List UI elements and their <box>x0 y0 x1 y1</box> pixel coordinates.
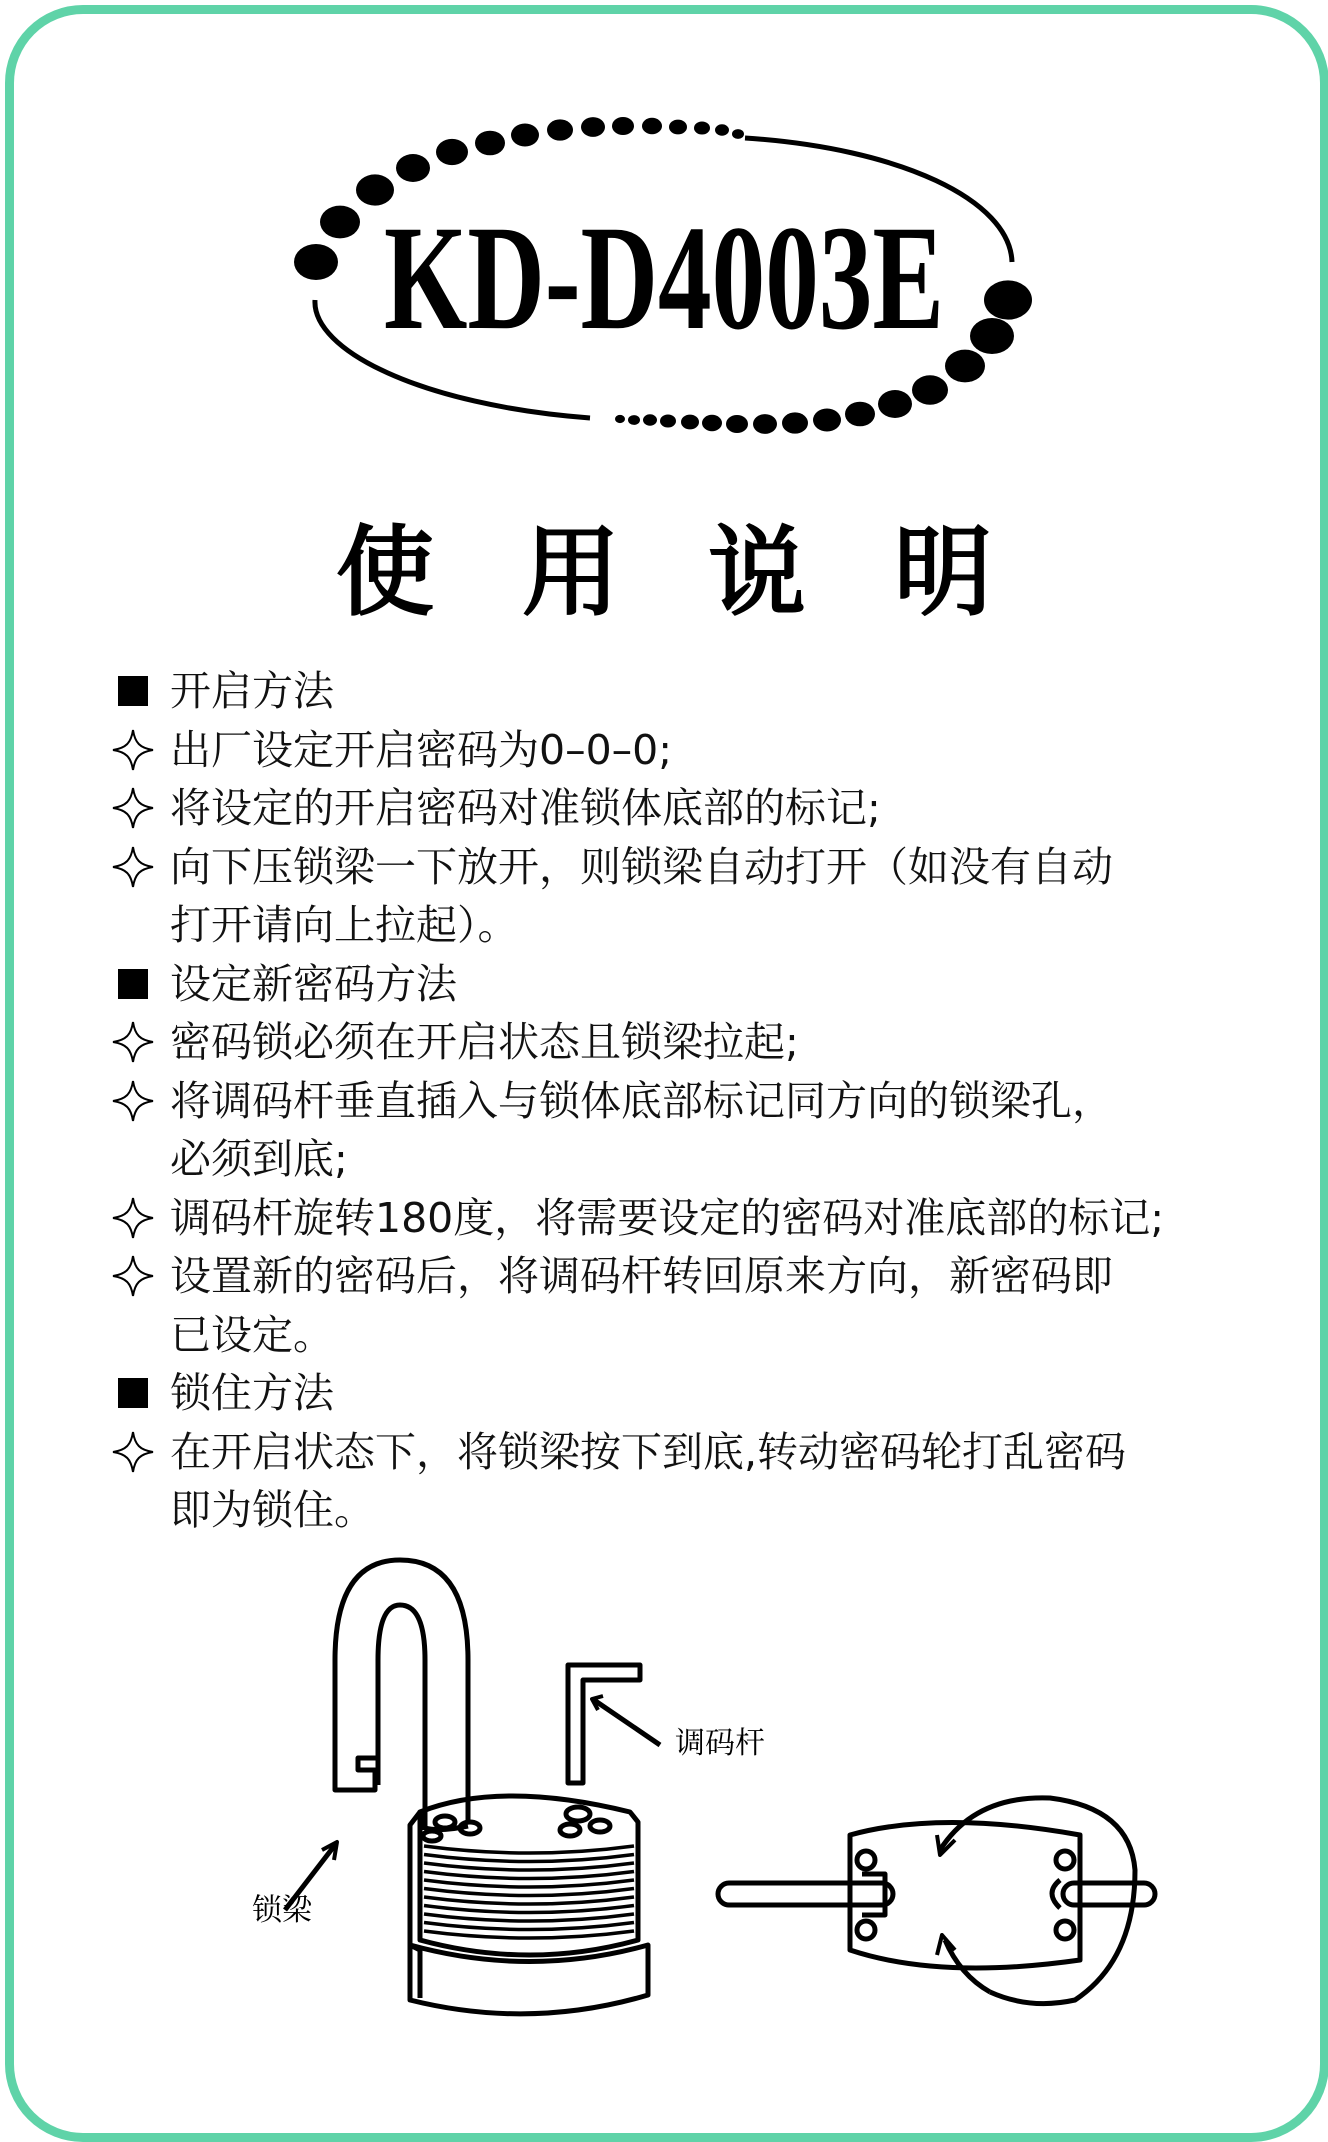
dial-stripe <box>424 1923 634 1930</box>
logo-dot <box>660 414 676 427</box>
section-marker-icon <box>112 662 170 721</box>
section-heading-text: 锁住方法 <box>170 1369 334 1417</box>
dial-stripe <box>424 1897 634 1904</box>
logo-dot <box>984 280 1032 319</box>
shackle <box>335 1560 468 1830</box>
logo-dot <box>694 121 710 134</box>
section-heading-text: 设定新密码方法 <box>170 959 457 1008</box>
instruction-item <box>112 1306 1242 1365</box>
instruction-item <box>112 838 1242 897</box>
instruction-item <box>112 1130 1242 1189</box>
instruction-item <box>112 1013 1242 1072</box>
dial-stripe <box>424 1863 634 1870</box>
logo-dot <box>726 415 748 433</box>
logo-dot <box>581 117 605 137</box>
dial-stripe <box>424 1906 634 1913</box>
document-title: 使用说明 <box>335 516 1080 630</box>
instruction-item <box>112 1189 1242 1248</box>
logo-dot <box>294 244 338 280</box>
instruction-text: 将调码杆垂直插入与锁体底部标记同方向的锁梁孔， <box>170 1076 1113 1125</box>
section-marker-icon <box>112 1364 170 1423</box>
four-point-star-icon <box>112 1423 170 1482</box>
logo-dot <box>511 124 539 147</box>
logo-dot <box>912 375 948 405</box>
section-marker-icon <box>112 955 170 1014</box>
four-point-star-icon <box>112 779 170 838</box>
logo-dot <box>715 124 729 135</box>
dial-stripe <box>424 1872 634 1879</box>
instruction-item <box>112 896 1242 955</box>
logo-dot <box>547 119 573 140</box>
four-point-star-icon <box>112 1247 170 1306</box>
rotation-diagram <box>718 1798 1155 2004</box>
instruction-text: 已设定。 <box>170 1310 334 1359</box>
logo-dot <box>813 409 841 432</box>
model-number: KD-D4003E <box>384 195 944 361</box>
instructions <box>112 662 1242 1540</box>
instruction-text: 在开启状态下，将锁梁按下到底,转动密码轮打乱密码 <box>170 1427 1127 1476</box>
logo-dot <box>878 390 912 418</box>
section-heading <box>112 662 1242 721</box>
instruction-text: 打开请向上拉起）。 <box>170 901 519 949</box>
section-heading-text: 开启方法 <box>170 667 334 715</box>
instruction-item <box>112 1481 1242 1540</box>
instruction-text: 即为锁住。 <box>170 1486 375 1534</box>
dial-stripe <box>424 1880 634 1887</box>
instruction-text: 出厂设定开启密码为0–0–0; <box>170 725 673 774</box>
logo-dot <box>475 131 505 156</box>
dial-stripe <box>424 1914 634 1921</box>
section-heading <box>112 955 1242 1014</box>
logo-dot <box>669 120 687 135</box>
dial-stripe <box>424 1846 634 1853</box>
logo-dot <box>845 402 875 427</box>
logo-dot <box>396 154 430 182</box>
logo-dot <box>320 206 360 239</box>
instruction-text: 向下压锁梁一下放开，则锁梁自动打开（如没有自动 <box>170 842 1113 891</box>
instruction-text: 调码杆旋转180度，将需要设定的密码对准底部的标记; <box>170 1193 1165 1242</box>
logo-dot <box>643 414 657 425</box>
four-point-star-icon <box>112 1013 170 1072</box>
logo-dot <box>970 318 1014 354</box>
instruction-text: 必须到底; <box>170 1135 348 1183</box>
four-point-star-icon <box>112 721 170 780</box>
logo-dot <box>628 415 640 425</box>
dial-stripe <box>424 1889 634 1896</box>
four-point-star-icon <box>112 1072 170 1131</box>
four-point-star-icon <box>112 838 170 897</box>
logo-dot <box>615 415 625 423</box>
logo-dot <box>753 414 777 434</box>
logo-dot <box>642 118 662 134</box>
section-heading <box>112 1364 1242 1423</box>
logo-dot <box>612 117 634 135</box>
instruction-item <box>112 721 1242 780</box>
dial-stripes <box>424 1846 634 1938</box>
instruction-text: 将设定的开启密码对准锁体底部的标记; <box>170 784 881 832</box>
pointer-arrow-tool <box>592 1696 660 1745</box>
four-point-star-icon <box>112 1189 170 1248</box>
instruction-item <box>112 1072 1242 1131</box>
logo-dot <box>436 139 468 165</box>
logo-dot <box>782 412 808 433</box>
instruction-text: 设置新的密码后，将调码杆转回原来方向，新密码即 <box>170 1252 1113 1300</box>
instruction-text: 密码锁必须在开启状态且锁梁拉起; <box>170 1018 799 1066</box>
logo-dot <box>945 350 985 383</box>
instruction-item <box>112 779 1242 838</box>
padlock-illustration <box>0 1540 1328 2060</box>
logo-dot <box>702 415 722 431</box>
dial-stripe <box>424 1855 634 1862</box>
dial-stripe <box>424 1931 634 1938</box>
logo-dot <box>681 415 699 430</box>
label-shackle: 锁梁 <box>252 1893 312 1928</box>
instruction-item <box>112 1423 1242 1482</box>
label-tool: 调码杆 <box>675 1726 765 1761</box>
brand-logo <box>0 0 1328 460</box>
logo-dot <box>732 129 744 139</box>
instruction-item <box>112 1247 1242 1306</box>
